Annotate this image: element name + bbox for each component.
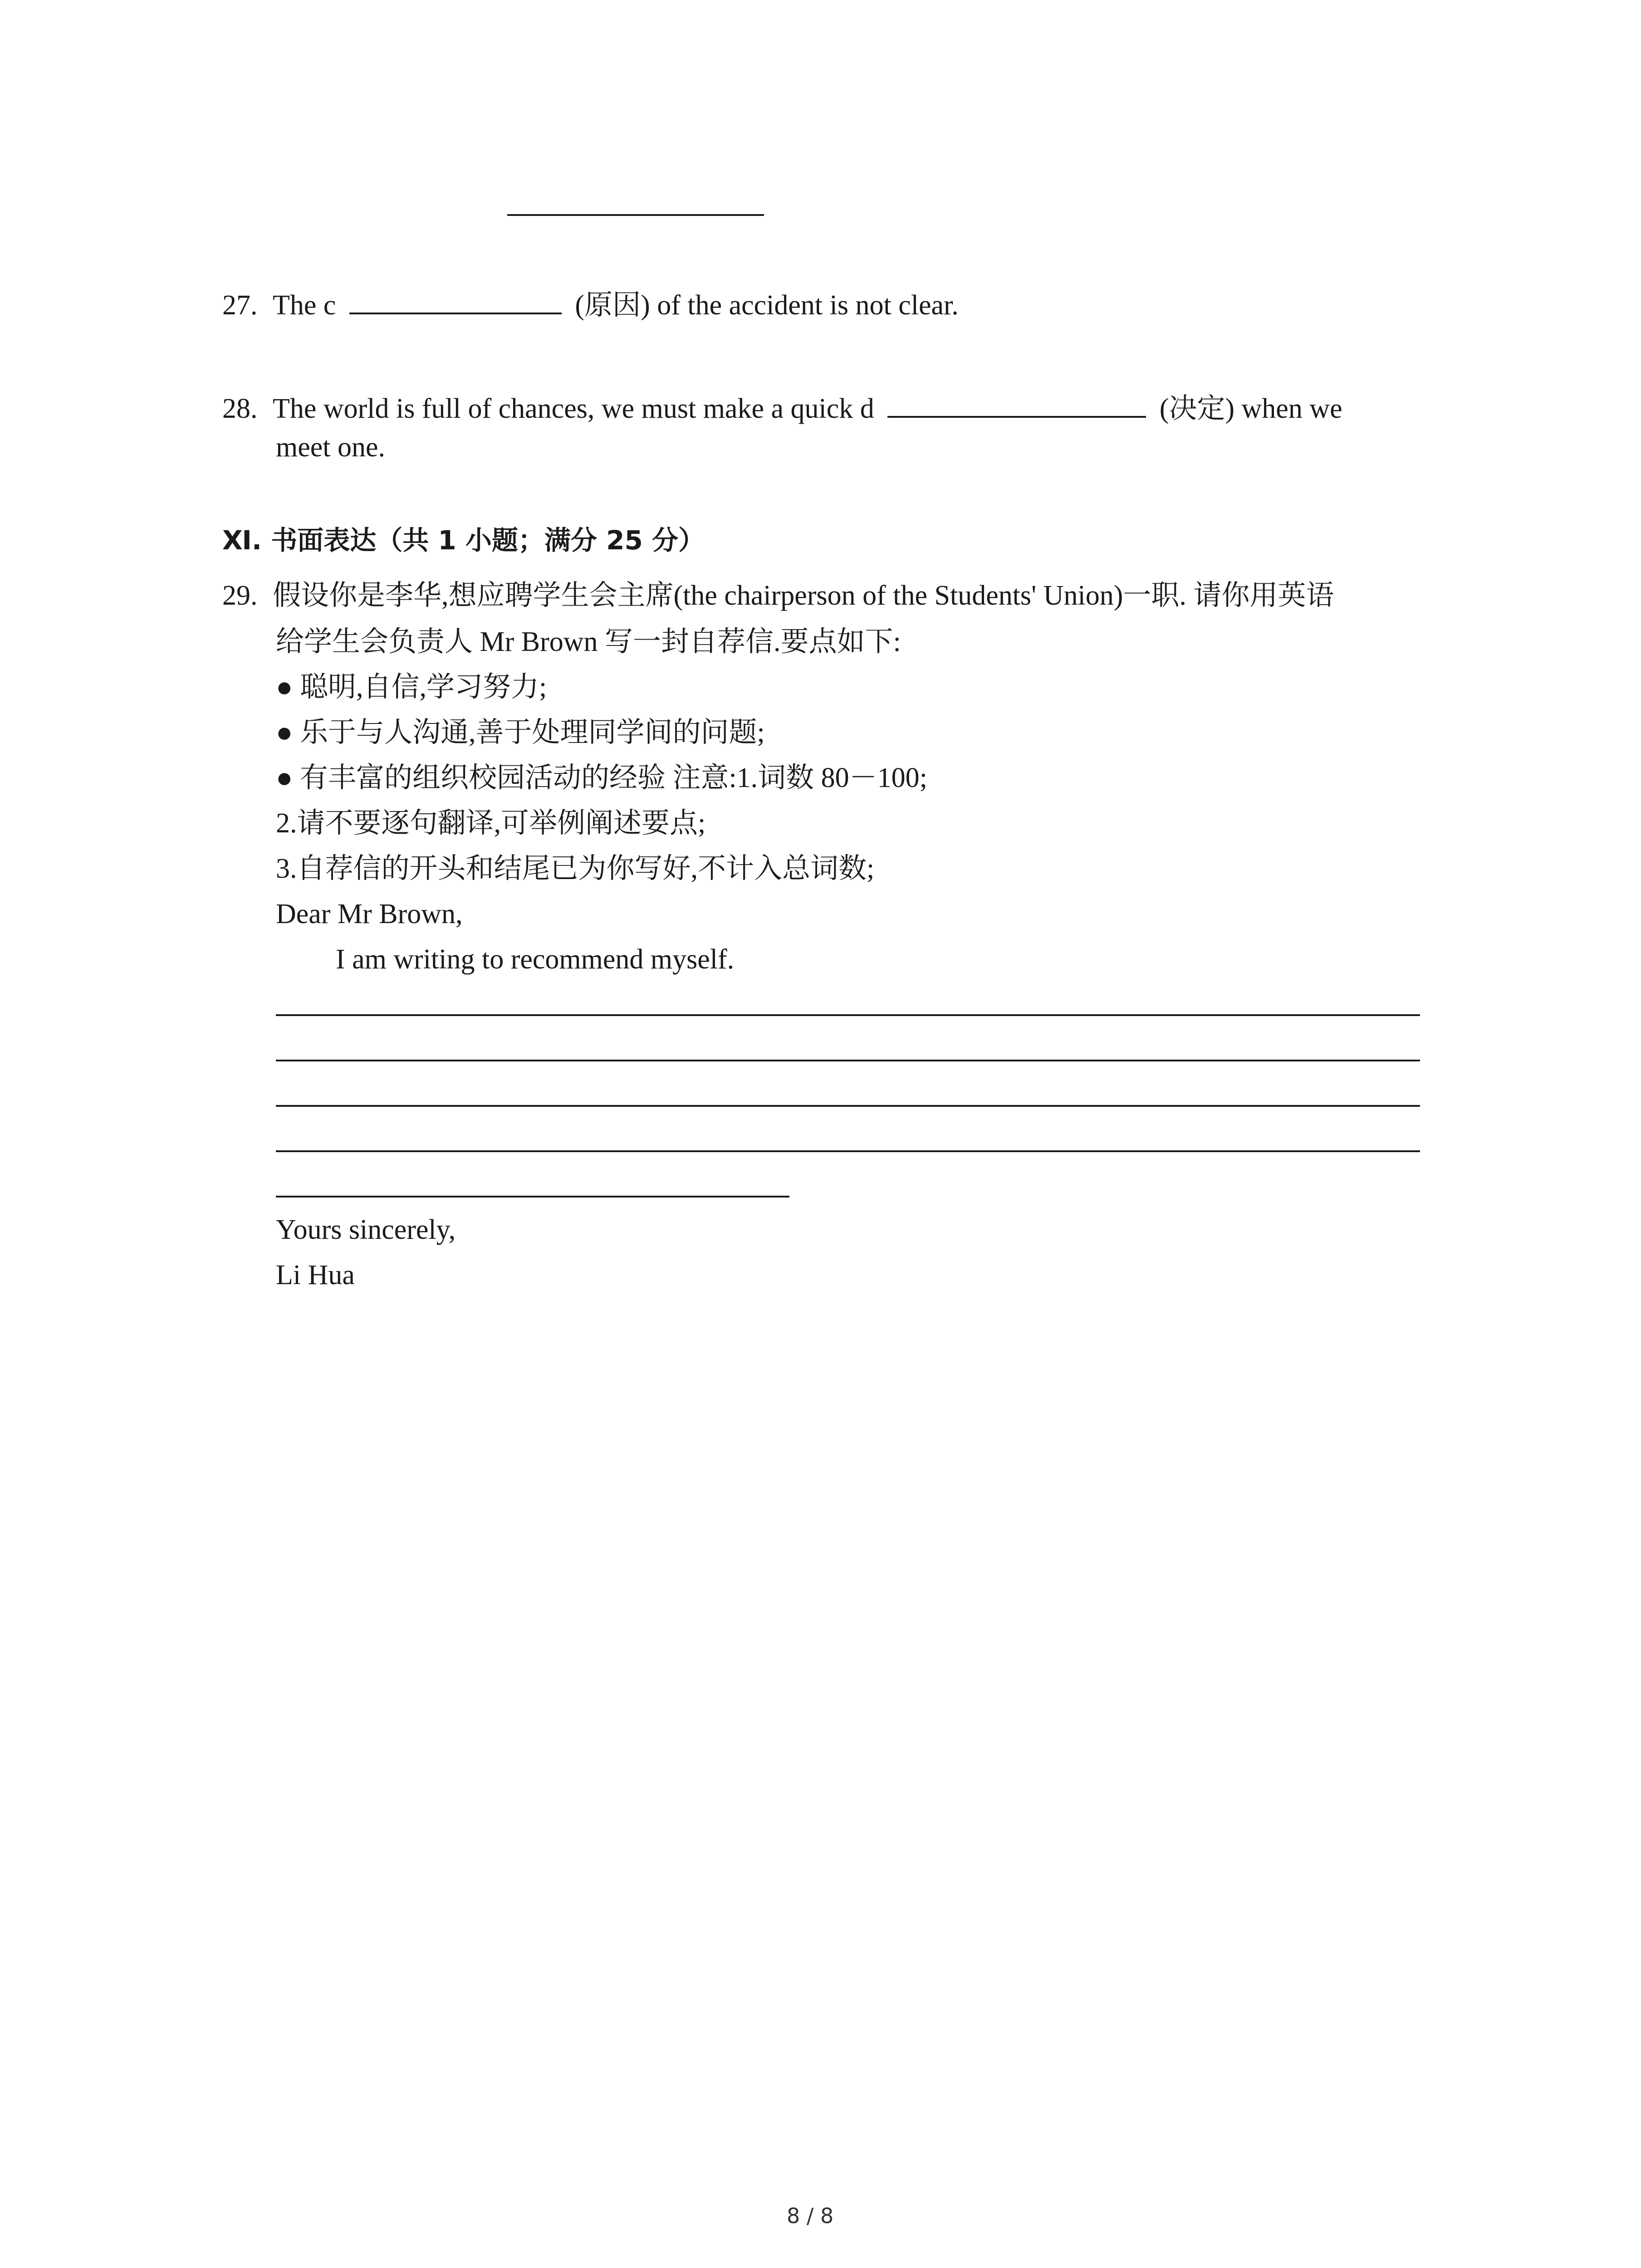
answer-blank-27[interactable] <box>349 284 562 314</box>
bullet-point-1: ● 聪明,自信,学习努力; <box>276 672 547 703</box>
writing-line[interactable] <box>276 1196 789 1198</box>
bullet-point-3: ● 有丰富的组织校园活动的经验 注意:1.词数 80－100; <box>276 763 927 793</box>
question-number: 27. <box>222 290 258 321</box>
question-number: 29. <box>222 580 258 611</box>
letter-signature: Li Hua <box>276 1260 355 1290</box>
bullet-point-2: ● 乐于与人沟通,善于处理同学间的问题; <box>276 717 765 748</box>
writing-line[interactable] <box>276 1150 1420 1152</box>
letter-opening: I am writing to recommend myself. <box>336 944 735 975</box>
writing-line[interactable] <box>276 1105 1420 1107</box>
question-27 <box>222 284 959 319</box>
section-heading: Ⅺ. 书面表达（共 1 小题；满分 25 分） <box>222 525 705 556</box>
question-hint: (原因) of the accident is not clear. <box>575 290 959 321</box>
prompt-line-1: 假设你是李华,想应聘学生会主席(the chairperson of the Students' Union)一职. 请你用英语 <box>273 580 1334 611</box>
question-28-line2: meet one. <box>276 432 386 463</box>
question-prefix: The world is full of chances, we must make a quick d <box>273 393 874 424</box>
writing-line[interactable] <box>276 1014 1420 1016</box>
question-prefix: The c <box>273 290 336 321</box>
note-3: 3.自荐信的开头和结尾已为你写好,不计入总词数; <box>276 853 875 884</box>
prompt-line-2: 给学生会负责人 Mr Brown 写一封自荐信.要点如下: <box>276 626 901 657</box>
writing-line[interactable] <box>276 1060 1420 1061</box>
top-answer-line[interactable] <box>507 214 764 216</box>
question-hint: (决定) when we <box>1159 393 1342 424</box>
letter-closing: Yours sincerely, <box>276 1214 456 1245</box>
question-29-line1 <box>222 582 1334 610</box>
answer-blank-28[interactable] <box>887 388 1146 418</box>
page-number: 8 / 8 <box>787 2204 834 2228</box>
letter-greeting: Dear Mr Brown, <box>276 899 463 929</box>
question-number: 28. <box>222 393 258 424</box>
note-2: 2.请不要逐句翻译,可举例阐述要点; <box>276 808 706 839</box>
question-28 <box>222 388 1342 423</box>
